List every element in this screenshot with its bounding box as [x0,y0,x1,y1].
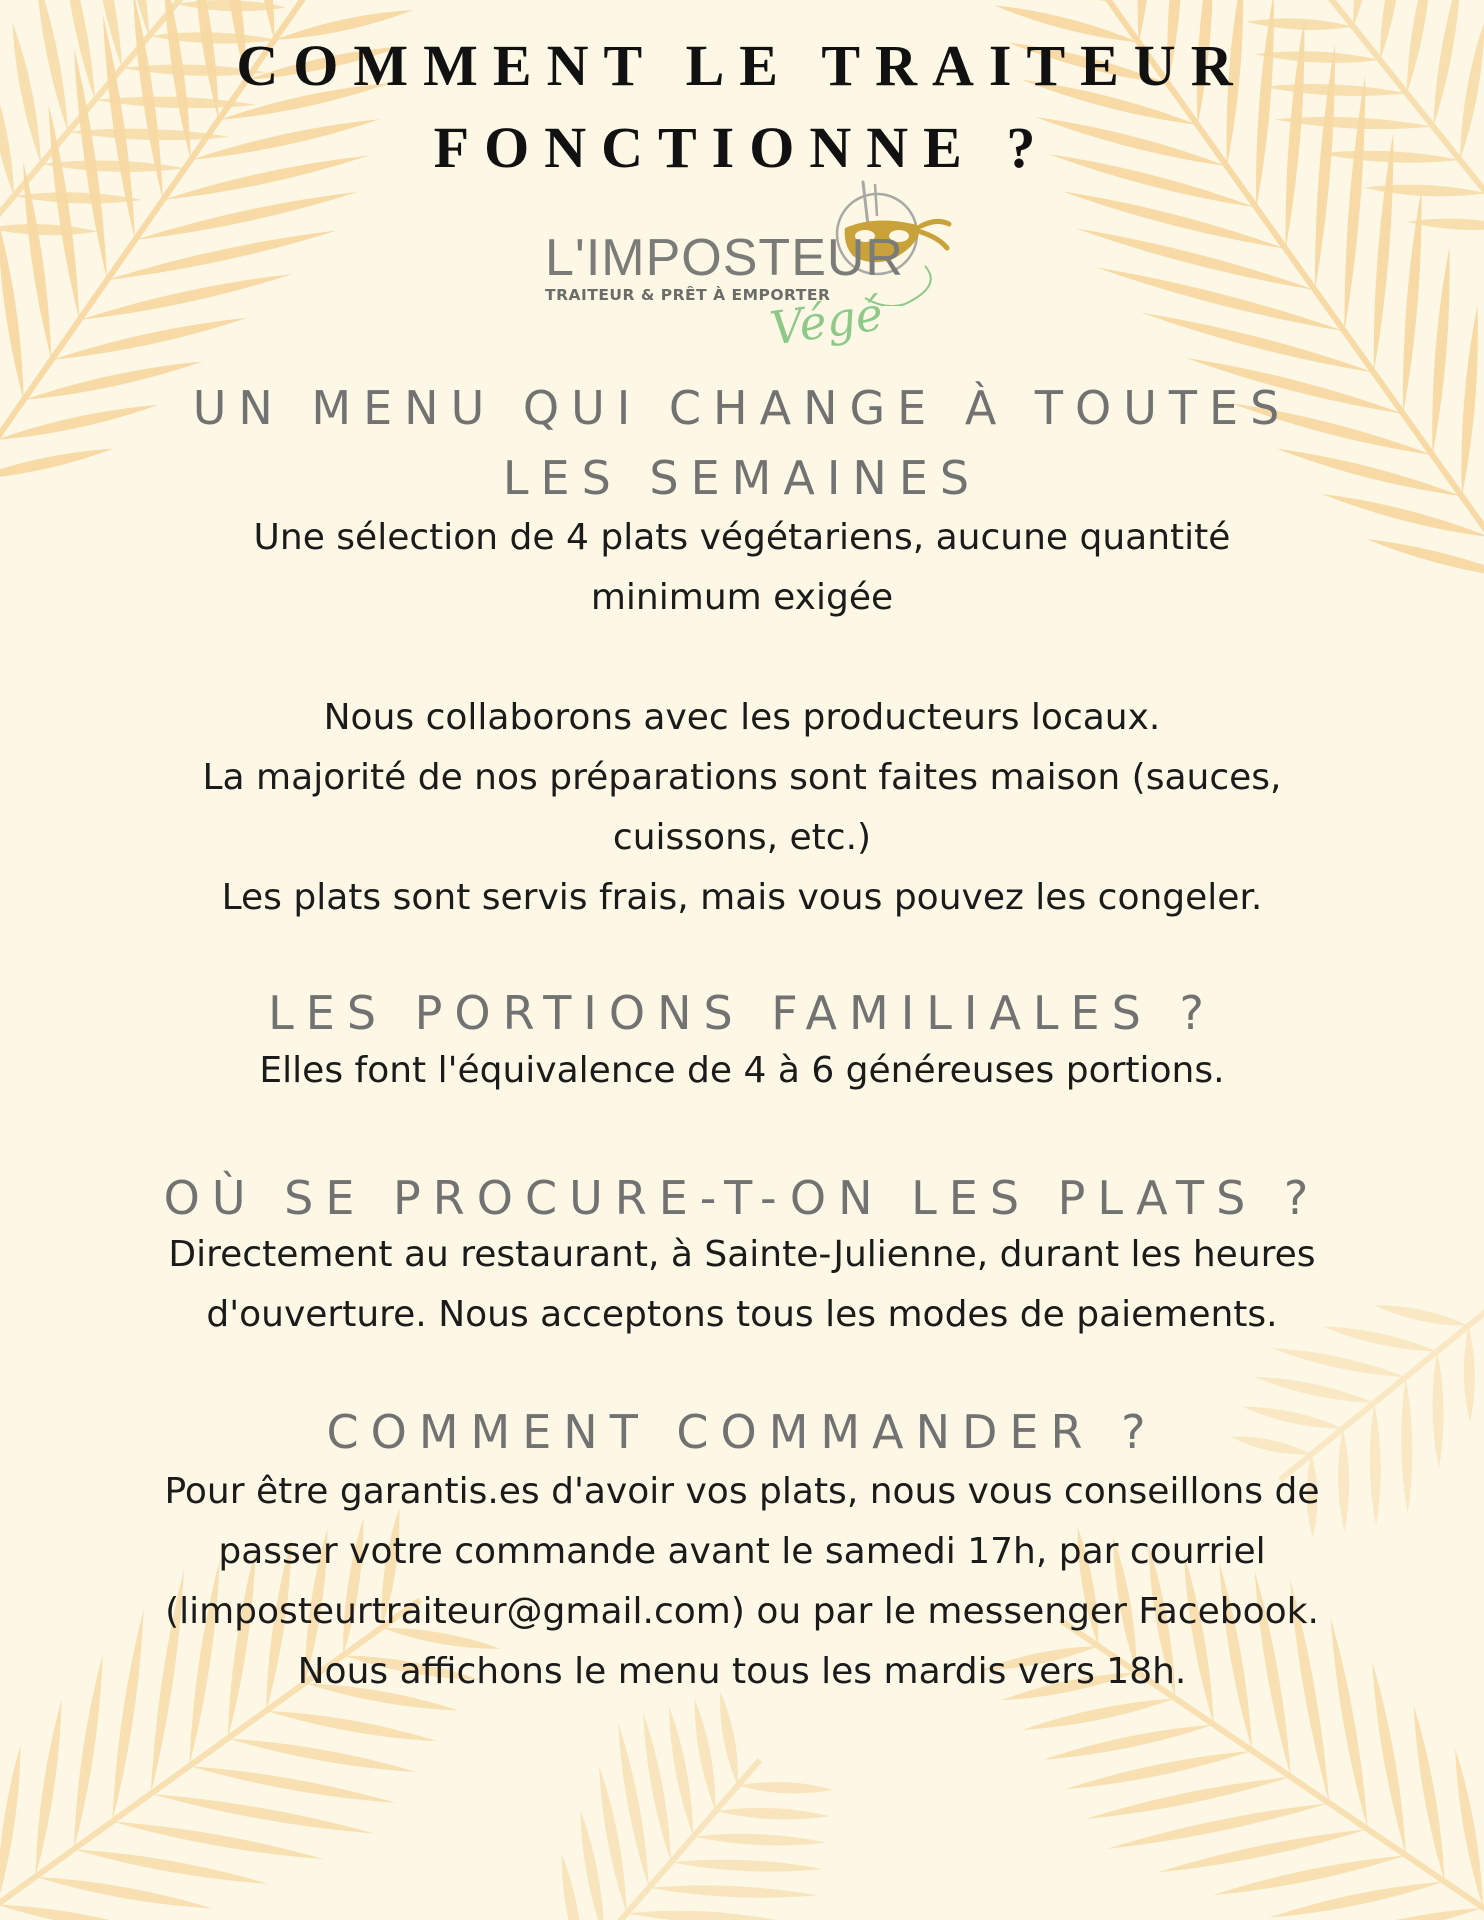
body-line: Les plats sont servis frais, mais vous pouvez les congeler. [221,877,1263,918]
body-line: d'ouverture. Nous acceptons tous les modes de paiements. [206,1294,1278,1335]
body-line: cuissons, etc.) [612,817,872,858]
body-line: Nous affichons le menu tous les mardis vers 18h. [297,1651,1187,1692]
logo-tagline: TRAITEUR & PRÊT À EMPORTER [545,286,831,304]
page-title-line-1: COMMENT LE TRAITEUR [236,33,1248,98]
body-line: La majorité de nos préparations sont faites maison (sauces, [202,757,1282,798]
section-body-portions [110,1041,1374,1101]
section-heading-portions: LES PORTIONS FAMILIALES ? [268,986,1216,1040]
section-heading-order: COMMENT COMMANDER ? [326,1405,1158,1459]
section-body-pickup [110,1225,1374,1345]
body-line: (limposteurtraiteur@gmail.com) ou par le messenger Facebook. [165,1591,1319,1632]
body-line: Pour être garantis.es d'avoir vos plats, nous vous conseillons de [164,1471,1320,1512]
body-line: Elles font l'équivalence de 4 à 6 généreuses portions. [259,1050,1225,1091]
body-line: Nous collaborons avec les producteurs locaux. [323,697,1161,738]
section-heading-menu-line-1: UN MENU QUI CHANGE À TOUTES [192,381,1292,435]
logo-script-text: Végé [766,286,887,356]
body-line: passer votre commande avant le samedi 17h, par courriel [218,1531,1266,1572]
body-line: Une sélection de 4 plats végétariens, aucune quantité [253,517,1231,558]
logo-brand-text: L'IMPOSTEUR [545,229,904,287]
body-line: minimum exigée [590,577,894,618]
section-heading-pickup: OÙ SE PROCURE-T-ON LES PLATS ? [163,1171,1321,1225]
limposteur-logo [535,176,955,372]
body-line: Directement au restaurant, à Sainte-Julienne, durant les heures [168,1234,1316,1275]
body-line [110,628,1374,688]
page-title-line-2: FONCTIONNE ? [433,115,1051,180]
section-heading-menu-line-2: LES SEMAINES [502,451,982,505]
section-body-menu [110,508,1374,928]
section-body-order [110,1462,1374,1702]
